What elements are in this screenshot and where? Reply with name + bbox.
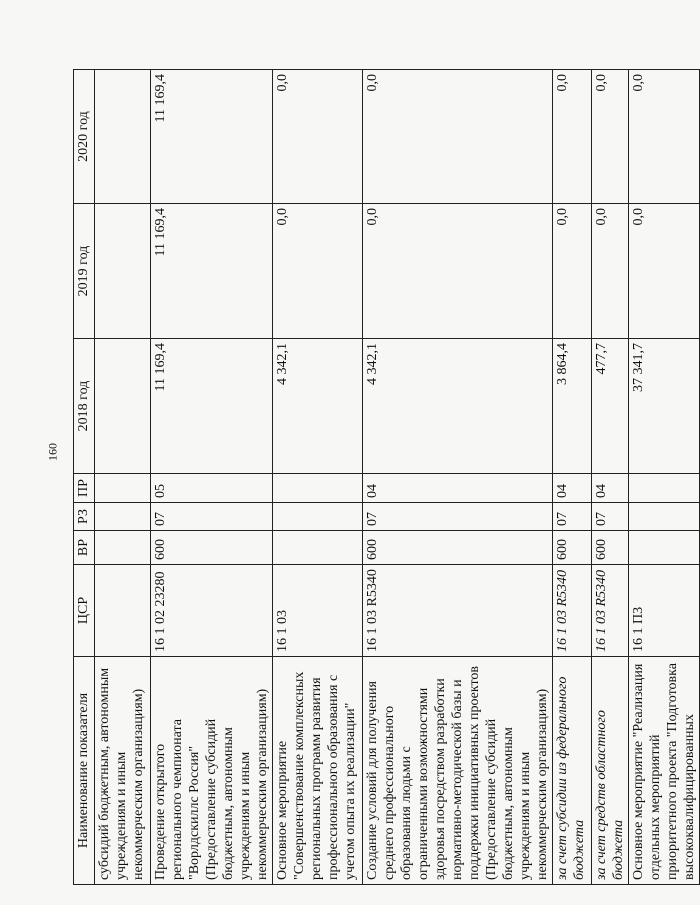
row-csr-cell: 16 1 03 R5340: [553, 565, 592, 657]
row-2020-cell: [95, 70, 151, 204]
header-2019: 2019 год: [74, 204, 95, 339]
row-name-cell: субсидий бюджетным, автономным учреждениям и иным некоммерческим организациям): [95, 657, 151, 885]
row-name-cell: за счет субсидии из федерального бюджета: [553, 657, 592, 885]
table-row: [151, 70, 273, 885]
row-2020-cell: 0,0: [273, 70, 363, 204]
row-vr-cell: 600: [363, 531, 553, 565]
row-vr-cell: [273, 531, 363, 565]
row-pr-cell: 05: [151, 474, 273, 503]
row-name-cell: Проведение открытого регионального чемпионата "Ворлдскиллс Россия" (Предоставление субсидий бюджетным, автономным учреждениям и иным некоммерческим организациям): [151, 657, 273, 885]
row-rz-cell: [95, 503, 151, 531]
header-2020: 2020 год: [74, 70, 95, 204]
row-2020-cell: 0,0: [629, 70, 700, 204]
row-2019-cell: 11 169,4: [151, 204, 273, 339]
table-header-row: [74, 70, 95, 885]
row-2019-cell: 0,0: [273, 204, 363, 339]
row-2019-cell: [95, 204, 151, 339]
table-row: [363, 70, 553, 885]
page-number: 160: [45, 443, 60, 461]
row-csr-cell: 16 1 03 R5340: [592, 565, 629, 657]
row-2018-cell: 477,7: [592, 339, 629, 474]
row-pr-cell: [629, 474, 700, 503]
row-rz-cell: 07: [592, 503, 629, 531]
header-2018: 2018 год: [74, 339, 95, 474]
row-2020-cell: 0,0: [363, 70, 553, 204]
table-row: [553, 70, 592, 885]
row-csr-cell: 16 1 П3: [629, 565, 700, 657]
row-rz-cell: 07: [363, 503, 553, 531]
row-csr-cell: 16 1 03 R5340: [363, 565, 553, 657]
header-csr: ЦСР: [74, 565, 95, 657]
row-csr-cell: 16 1 02 23280: [151, 565, 273, 657]
row-2018-cell: 4 342,1: [363, 339, 553, 474]
table-row: [629, 70, 700, 885]
row-2018-cell: 11 169,4: [151, 339, 273, 474]
row-2020-cell: 0,0: [592, 70, 629, 204]
row-pr-cell: 04: [592, 474, 629, 503]
table-row: [273, 70, 363, 885]
row-rz-cell: 07: [151, 503, 273, 531]
row-pr-cell: 04: [363, 474, 553, 503]
row-2019-cell: 0,0: [553, 204, 592, 339]
budget-table-container: [73, 70, 697, 885]
row-name-cell: за счет средств областного бюджета: [592, 657, 629, 885]
header-name: Наименование показателя: [74, 657, 95, 885]
row-2018-cell: [95, 339, 151, 474]
row-name-cell: Создание условий для получения среднего профессионального образования людьми с ограниченными возможностями здоровья посредством разработки нормативно-методической базы и поддержки инициативных проектов (Предоставление субсидий бюджетным, автономным учреждениям и иным некоммерческим организациям): [363, 657, 553, 885]
row-2018-cell: 3 864,4: [553, 339, 592, 474]
row-vr-cell: [629, 531, 700, 565]
row-csr-cell: [95, 565, 151, 657]
table-row: [592, 70, 629, 885]
row-name-cell: Основное мероприятие "Совершенствование комплексных региональных программ развития профессионального образования с учетом опыта их реализации": [273, 657, 363, 885]
row-2020-cell: 11 169,4: [151, 70, 273, 204]
row-2019-cell: 0,0: [363, 204, 553, 339]
row-rz-cell: [273, 503, 363, 531]
row-csr-cell: 16 1 03: [273, 565, 363, 657]
budget-table: [73, 69, 700, 885]
row-2019-cell: 0,0: [592, 204, 629, 339]
table-row: [95, 70, 151, 885]
row-2018-cell: 37 341,7: [629, 339, 700, 474]
row-name-cell: Основное мероприятие "Реализация отдельных мероприятий приоритетного проекта "Подготовка высококвалифицированных: [629, 657, 700, 885]
header-vr: ВР: [74, 531, 95, 565]
row-pr-cell: [95, 474, 151, 503]
row-2018-cell: 4 342,1: [273, 339, 363, 474]
row-vr-cell: 600: [151, 531, 273, 565]
row-vr-cell: 600: [592, 531, 629, 565]
row-pr-cell: 04: [553, 474, 592, 503]
header-rz: РЗ: [74, 503, 95, 531]
row-rz-cell: [629, 503, 700, 531]
row-rz-cell: 07: [553, 503, 592, 531]
row-vr-cell: [95, 531, 151, 565]
row-2019-cell: 0,0: [629, 204, 700, 339]
row-pr-cell: [273, 474, 363, 503]
row-2020-cell: 0,0: [553, 70, 592, 204]
header-pr: ПР: [74, 474, 95, 503]
row-vr-cell: 600: [553, 531, 592, 565]
